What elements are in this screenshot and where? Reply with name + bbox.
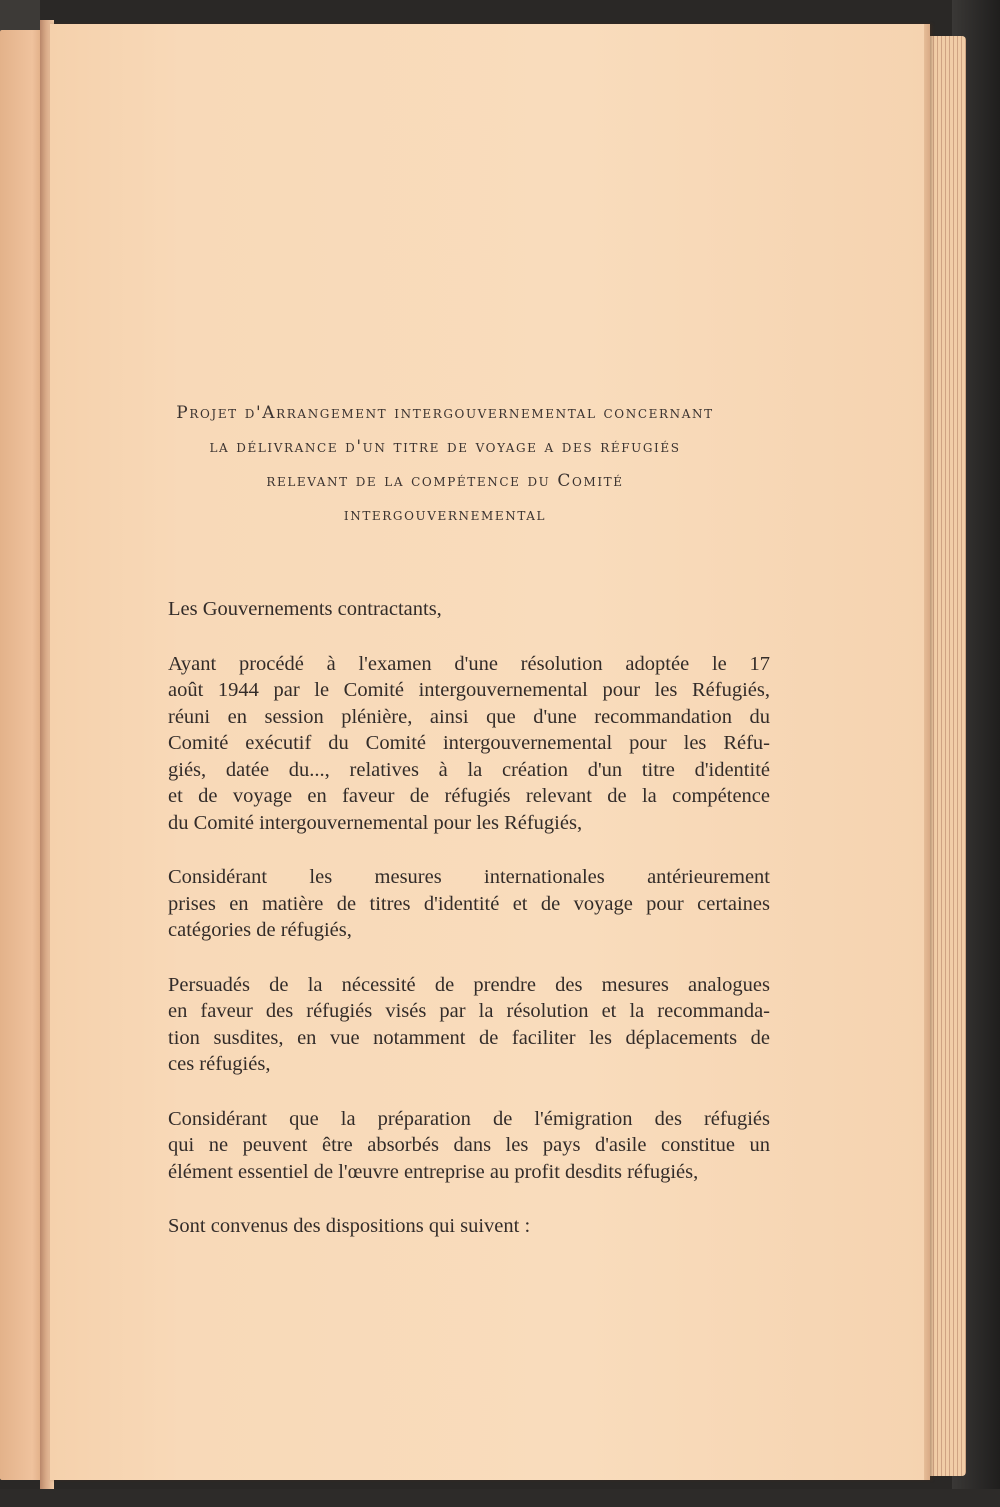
text-line: giés, datée du..., relatives à la création d'un titre d'identité	[168, 758, 770, 781]
text-line: tion susdites, en vue notamment de faciliter les déplacements de	[168, 1026, 770, 1049]
text-line: Comité exécutif du Comité intergouvernemental pour les Réfu-	[168, 732, 770, 754]
document-title	[95, 396, 795, 532]
paragraph-considerant-2	[118, 1106, 770, 1186]
text-line: Ayant procédé à l'examen d'une résolution adoptée le 17	[168, 652, 770, 675]
text-line: qui ne peuvent être absorbés dans les pays d'asile constitue un	[168, 1134, 770, 1156]
text-line: prises en matière de titres d'identité et de voyage pour certaines	[168, 892, 770, 915]
text-line: Considérant les mesures internationales antérieurement	[168, 866, 770, 888]
title-line: intergouvernemental	[343, 505, 547, 525]
text-line: du Comité intergouvernemental pour les Réfugiés,	[168, 811, 583, 834]
text-line: catégories de réfugiés,	[168, 919, 352, 941]
paragraph-considerant-1	[118, 864, 770, 944]
paragraph-ayant	[118, 651, 770, 837]
page-right-edge	[924, 24, 930, 1480]
document-body	[118, 596, 770, 1240]
title-line: Projet d'Arrangement intergouvernemental concernant	[176, 403, 714, 423]
text-line: Persuadés de la nécessité de prendre des mesures analogues	[168, 973, 770, 996]
text-line: Considérant que la préparation de l'émigration des réfugiés	[168, 1107, 770, 1130]
closing-line	[118, 1213, 770, 1240]
text-line: et de voyage en faveur de réfugiés relevant de la compétence	[168, 785, 770, 807]
paragraph-persuades	[118, 972, 770, 1078]
text-line: réuni en session plénière, ainsi que d'une recommandation du	[168, 705, 770, 728]
text-line: ces réfugiés,	[168, 1053, 271, 1075]
text-line: en faveur des réfugiés visés par la résolution et la recommanda-	[168, 1000, 770, 1022]
title-line: relevant de la compétence du Comité	[266, 471, 624, 491]
text-line: élément essentiel de l'œuvre entreprise au profit desdits réfugiés,	[168, 1160, 699, 1183]
text-line: Sont convenus des dispositions qui suivent :	[168, 1215, 531, 1237]
title-line: la délivrance d'un titre de voyage a des réfugiés	[209, 437, 681, 457]
text-line: Les Gouvernements contractants,	[168, 598, 442, 620]
scan-background-bottom	[0, 1489, 1000, 1507]
opening-line	[118, 596, 770, 623]
text-line: août 1944 par le Comité intergouvernemental pour les Réfugiés,	[168, 679, 770, 701]
